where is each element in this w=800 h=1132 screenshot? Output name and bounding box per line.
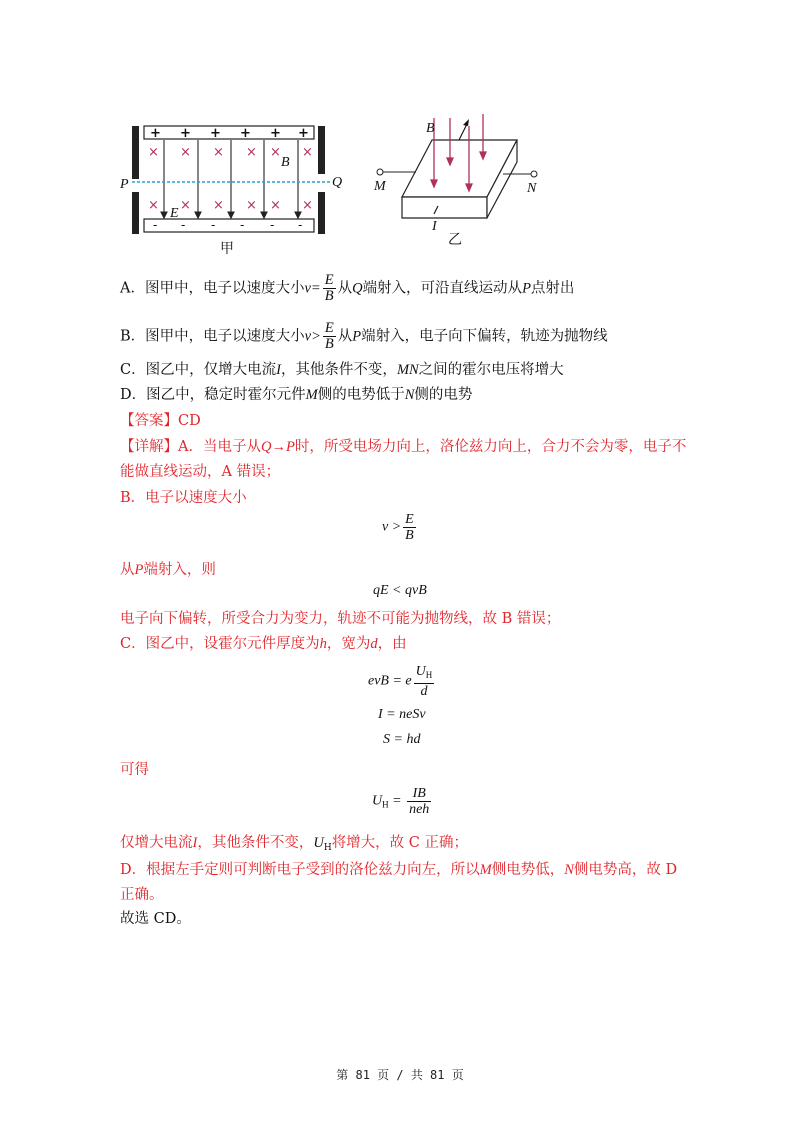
answer-label: 【答案】CD — [120, 413, 201, 429]
frac-e-over-b: $\frac{E}{B}$ — [324, 272, 334, 304]
terminal-m — [377, 169, 383, 175]
cross-mark: × — [148, 198, 159, 213]
equation-evb: evB = e $\frac{U_H}{d}$ — [368, 664, 433, 699]
cross-mark: × — [302, 145, 313, 160]
equation-uh: $U_H$ = $\frac{IB}{\text{neh}}$ — [372, 786, 430, 817]
minus-sign: - — [181, 218, 186, 232]
label-q: Q — [332, 175, 343, 190]
equation-i-nesv: I = neSv — [378, 707, 426, 722]
explanation-line-1: 【详解】A．当电子从Q→P时，所受电场力向上，洛伦兹力向上，合力不会为零，电子不 — [120, 439, 687, 455]
cross-mark: × — [180, 198, 191, 213]
option-a: A．图甲中，电子以速度大小v= $\frac{E}{B}$ 从Q端射入，可沿直线运动从P点射出 — [120, 272, 575, 304]
explanation-line-2: 能做直线运动，A 错误； — [120, 464, 281, 480]
terminal-n — [531, 171, 537, 177]
cross-mark: × — [213, 198, 224, 213]
cross-mark: × — [246, 145, 257, 160]
right-plate-lower — [318, 192, 325, 234]
plus-sign: + — [270, 126, 281, 141]
minus-sign: - — [270, 218, 275, 232]
label-i: I — [432, 219, 437, 234]
option-c: C．图乙中，仅增大电流I，其他条件不变，MN之间的霍尔电压将增大 — [120, 362, 564, 378]
minus-sign: - — [240, 218, 245, 232]
hall-element-front — [402, 197, 487, 218]
plus-sign: + — [240, 126, 251, 141]
frac-e-over-b-2: $\frac{E}{B}$ — [324, 320, 334, 352]
explanation-line-6: C．图乙中，设霍尔元件厚度为h，宽为d，由 — [120, 636, 407, 652]
figure-jia — [118, 120, 353, 260]
explanation-line-3: B．电子以速度大小 — [120, 490, 247, 506]
minus-sign: - — [298, 218, 303, 232]
minus-sign: - — [211, 218, 216, 232]
cross-mark: × — [270, 198, 281, 213]
equation-v-gt-e-over-b: v > $\frac{E}{B}$ — [382, 512, 414, 543]
explanation-line-7: 可得 — [120, 762, 149, 778]
label-e: E — [170, 206, 179, 221]
caption-jia: 甲 — [220, 241, 234, 257]
cross-mark: × — [148, 145, 159, 160]
label-p: P — [120, 177, 129, 192]
plus-sign: + — [210, 126, 221, 141]
cross-mark: × — [180, 145, 191, 160]
top-plate — [144, 126, 314, 139]
right-plate — [318, 126, 325, 174]
label-b-yi: B — [426, 121, 435, 136]
equation-qe-lt-qvb: qE < qvB — [373, 583, 427, 598]
explanation-line-10: 正确。 — [120, 887, 164, 903]
label-m: M — [374, 179, 386, 194]
plus-sign: + — [298, 126, 309, 141]
left-plate — [132, 126, 139, 179]
figure-yi — [372, 112, 552, 252]
conclusion-line: 故选 CD。 — [120, 911, 191, 927]
explanation-line-8: 仅增大电流I，其他条件不变，$U_H$将增大，故 C 正确； — [120, 835, 468, 853]
explanation-line-5: 电子向下偏转，所受合力为变力，轨迹不可能为抛物线，故 B 错误； — [120, 611, 561, 627]
cross-mark: × — [213, 145, 224, 160]
label-b: B — [281, 155, 290, 170]
plus-sign: + — [150, 126, 161, 141]
minus-sign: - — [153, 218, 158, 232]
option-d: D．图乙中，稳定时霍尔元件M侧的电势低于N侧的电势 — [120, 387, 473, 403]
current-arrowhead — [463, 119, 469, 126]
left-plate-lower — [132, 192, 139, 234]
explanation-line-4: 从P端射入，则 — [120, 562, 216, 578]
page-footer: 第 81 页 / 共 81 页 — [336, 1068, 464, 1082]
caption-yi: 乙 — [448, 232, 462, 248]
cross-mark: × — [302, 198, 313, 213]
equation-s-hd: S = hd — [383, 732, 421, 747]
explanation-line-9: D．根据左手定则可判断电子受到的洛伦兹力向左，所以M侧电势低，N侧电势高，故 D — [120, 862, 678, 878]
plus-sign: + — [180, 126, 191, 141]
label-n: N — [527, 181, 537, 196]
cross-mark: × — [270, 145, 281, 160]
option-b: B．图甲中，电子以速度大小v> $\frac{E}{B}$ 从P端射入，电子向下偏转，轨迹为抛物线 — [120, 320, 608, 352]
cross-mark: × — [246, 198, 257, 213]
